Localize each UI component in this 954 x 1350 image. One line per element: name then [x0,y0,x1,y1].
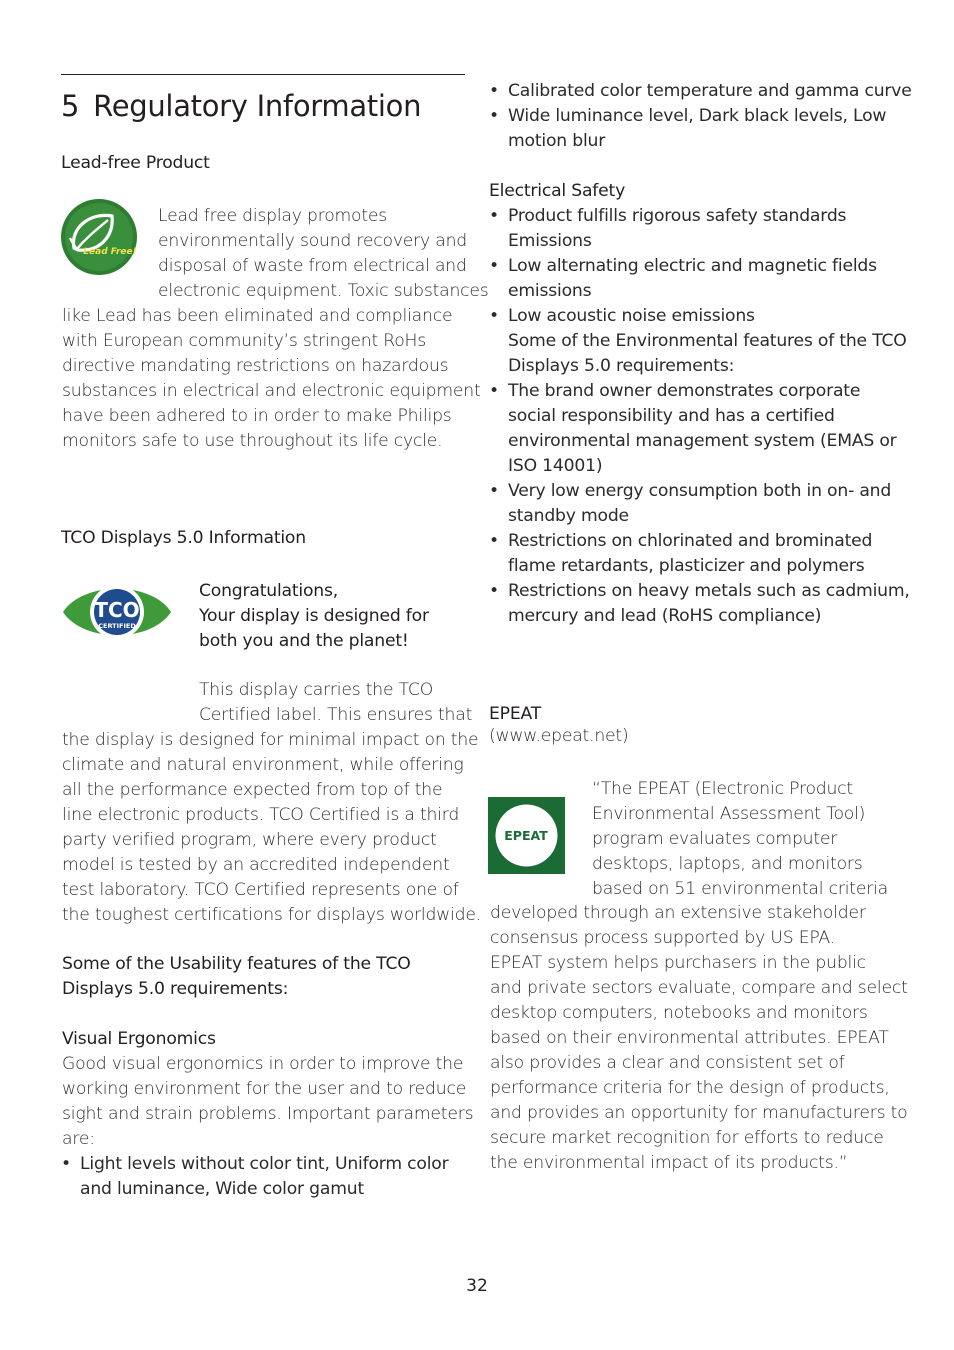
visual-ergonomics-text [62,1052,473,1152]
bullet-icon: • [489,481,499,501]
tco-logo-text: TCO [94,598,140,622]
text-line: developed through an extensive stakeholder [490,903,866,923]
text-line: environmentally sound recovery and [158,231,468,251]
text-line: social responsibility and has a certified [508,406,835,426]
bullet-icon: • [61,1154,71,1174]
text-line: desktops, laptops, and monitors [592,854,863,874]
list-item [489,479,909,529]
text-line: standby mode [508,506,629,526]
text-line: Some of the Environmental features of the TCO [508,331,907,351]
text-line: working environment for the user and to reduce [62,1079,467,1099]
list-item [489,579,909,629]
text-line: Some of the Usability features of the TCO [62,954,411,974]
text-line: have been adhered to in order to make Philips [62,406,452,426]
bullet-icon: • [489,306,499,326]
text-line: Restrictions on heavy metals such as cadmium, [508,581,910,601]
page-number: 32 [466,1276,488,1296]
text-line: and luminance, Wide color gamut [80,1179,364,1199]
tco-wrapped-text [199,678,472,728]
text-line: electronic equipment. Toxic substances [158,281,489,301]
text-line: Your display is designed for [199,606,429,626]
text-line: based on 51 environmental criteria [592,879,888,899]
list-item [489,204,909,254]
visual-ergonomics-list-right [489,79,912,154]
text-line: substances in electrical and electronic equipment [62,381,481,401]
section-title [61,86,421,126]
visual-ergonomics-heading: Visual Ergonomics [62,1029,216,1049]
text-line: ISO 14001) [508,456,603,476]
epeat-body-text [490,901,908,1176]
text-line: Product fulfills rigorous safety standards [508,206,847,226]
text-line: the toughest certifications for displays worldwide. [62,905,481,925]
text-line: Light levels without color tint, Uniform color [80,1154,449,1174]
section-rule [61,74,465,75]
lead-free-body-text [62,304,481,454]
text-line: Low acoustic noise emissions [508,306,755,326]
text-line: “The EPEAT (Electronic Product [592,779,853,799]
bullet-icon: • [489,106,499,126]
epeat-logo-icon [488,797,565,874]
text-line: This display carries the TCO [199,680,434,700]
text-line: environmental management system (EMAS or [508,431,897,451]
list-item [489,304,909,379]
list-item [489,254,909,304]
list-item [489,529,909,579]
text-line: flame retardants, plasticizer and polymers [508,556,865,576]
text-line: Lead free display promotes [158,206,388,226]
text-line: Very low energy consumption both in on- and [508,481,892,501]
text-line: also provides a clear and consistent set of [490,1053,845,1073]
text-line: Emissions [508,231,592,251]
text-line: test laboratory. TCO Certified represents one of [62,880,459,900]
tco-logo-subtext: CERTIFIED [98,622,136,630]
lead-free-wrapped-text [158,204,489,304]
text-line: like Lead has been eliminated and compliance [62,306,453,326]
text-line: the display is designed for minimal impact on the [62,730,479,750]
lead-free-heading: Lead-free Product [61,153,210,173]
text-line: model is tested by an accredited independent [62,855,450,875]
text-line: emissions [508,281,592,301]
usability-heading [62,952,411,1002]
text-line: disposal of waste from electrical and [158,256,467,276]
text-line: Calibrated color temperature and gamma curve [508,81,912,101]
text-line: both you and the planet! [199,631,409,651]
text-line: Congratulations, [199,581,338,601]
electrical-safety-heading: Electrical Safety [489,181,626,201]
text-line: based on their environmental attributes. EPEAT [490,1028,889,1048]
text-line: Restrictions on chlorinated and brominated [508,531,873,551]
text-line: are: [62,1129,95,1149]
text-line: climate and natural environment, while offering [62,755,464,775]
section-title-text: Regulatory Information [93,89,422,123]
epeat-heading: EPEAT [489,704,542,724]
epeat-wrapped-text [592,777,888,902]
list-item [61,1152,461,1202]
list-item [489,379,909,479]
text-line: mercury and lead (RoHS compliance) [508,606,822,626]
text-line: secure market recognition for efforts to reduce [490,1128,884,1148]
bullet-icon: • [489,531,499,551]
epeat-url: (www.epeat.net) [489,726,629,746]
text-line: performance criteria for the design of products, [490,1078,890,1098]
bullet-icon: • [489,381,499,401]
list-item [489,79,912,104]
text-line: with European community’s stringent RoHs [62,331,427,351]
text-line: Displays 5.0 requirements: [62,979,289,999]
lead-free-logo-text: Lead Free! [83,247,137,257]
text-line: EPEAT system helps purchasers in the public [490,953,866,973]
text-line: program evaluates computer [592,829,838,849]
bullet-icon: • [489,206,499,226]
text-line: the environmental impact of its products.” [490,1153,848,1173]
text-line: line electronic products. TCO Certified is a third [62,805,460,825]
text-line: sight and strain problems. Important parameters [62,1104,474,1124]
bullet-icon: • [489,81,499,101]
electrical-safety-list [489,204,909,629]
tco-body-text [62,728,481,928]
text-line: Wide luminance level, Dark black levels, Low [508,106,887,126]
tco-heading: TCO Displays 5.0 Information [61,528,306,548]
text-line: and private sectors evaluate, compare and select [490,978,908,998]
text-line: desktop computers, notebooks and monitors [490,1003,868,1023]
text-line: consensus process supported by US EPA. [490,928,835,948]
epeat-logo-text: EPEAT [504,828,548,843]
tco-congratulations [199,579,429,654]
text-line: all the performance expected from top of the [62,780,443,800]
tco-certified-logo-icon [61,577,173,647]
visual-ergonomics-list-left [61,1152,461,1202]
section-number: 5 [61,89,80,123]
text-line: party verified program, where every product [62,830,437,850]
text-line: Displays 5.0 requirements: [508,356,735,376]
text-line: Environmental Assessment Tool) [592,804,866,824]
text-line: Certified label. This ensures that [199,705,473,725]
bullet-icon: • [489,256,499,276]
text-line: monitors safe to use throughout its life cycle. [62,431,443,451]
text-line: and provides an opportunity for manufacturers to [490,1103,908,1123]
text-line: Low alternating electric and magnetic fields [508,256,877,276]
text-line: motion blur [508,131,606,151]
text-line: directive mandating restrictions on hazardous [62,356,449,376]
bullet-icon: • [489,581,499,601]
text-line: Good visual ergonomics in order to improve the [62,1054,464,1074]
lead-free-logo-icon [60,198,138,276]
text-line: The brand owner demonstrates corporate [508,381,861,401]
list-item [489,104,909,154]
